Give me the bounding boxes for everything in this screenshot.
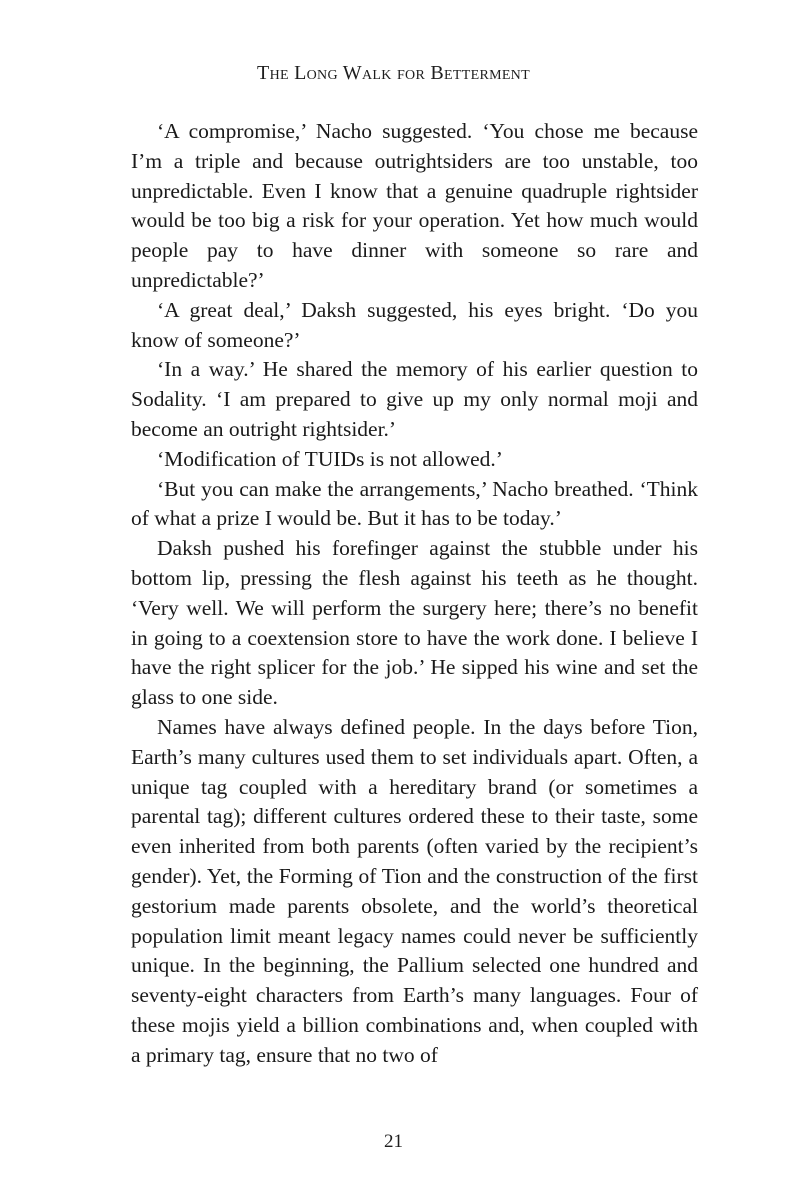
paragraph: ‘A great deal,’ Daksh suggested, his eyes bright. ‘Do you know of someone?’ [131,297,698,352]
paragraph: Daksh pushed his forefinger against the stubble under his bottom lip, pressing the flesh against his teeth as he thought. ‘Very well. We will perform the surgery here; there’s no benefit in going to a coextension store to have the work done. I believe I have the right splicer for the job.’ He sipped his wine and set the glass to one side. [131,536,698,710]
paragraph: ‘A compromise,’ Nacho suggested. ‘You chose me because I’m a triple and because outrightsiders are too unstable, too unpredictable. Even I know that a genuine quadruple rightsider would be too big a risk for your operation. Yet how much would people pay to have dinner with someone so rare and unpredictable?’ [131,119,698,292]
paragraph: Names have always defined people. In the days before Tion, Earth’s many cultures used them to set individuals apart. Often, a unique tag coupled with a hereditary brand (or sometimes a parental tag); different cultures ordered these to their taste, some even inherited from both parents (often varied by the recipient’s gender). Yet, the Forming of Tion and the construction of the first gestorium made parents obsolete, and the world’s theoretical population limit meant legacy names could never be sufficiently unique. In the beginning, the Pallium selected one hundred and seventy-eight characters from Earth’s many languages. Four of these mojis yield a billion combinations and, when coupled with a primary tag, ensure that no two of [131,714,698,1067]
running-head: The Long Walk for Betterment [257,62,530,84]
body-text [131,117,698,1071]
paragraph: ‘Modification of TUIDs is not allowed.’ [157,446,503,471]
paragraph: ‘But you can make the arrangements,’ Nacho breathed. ‘Think of what a prize I would be. But it has to be today.’ [131,476,698,531]
paragraph: ‘In a way.’ He shared the memory of his earlier question to Sodality. ‘I am prepared to give up my only normal moji and become an outright rightsider.’ [131,357,698,441]
page-number: 21 [384,1131,403,1152]
